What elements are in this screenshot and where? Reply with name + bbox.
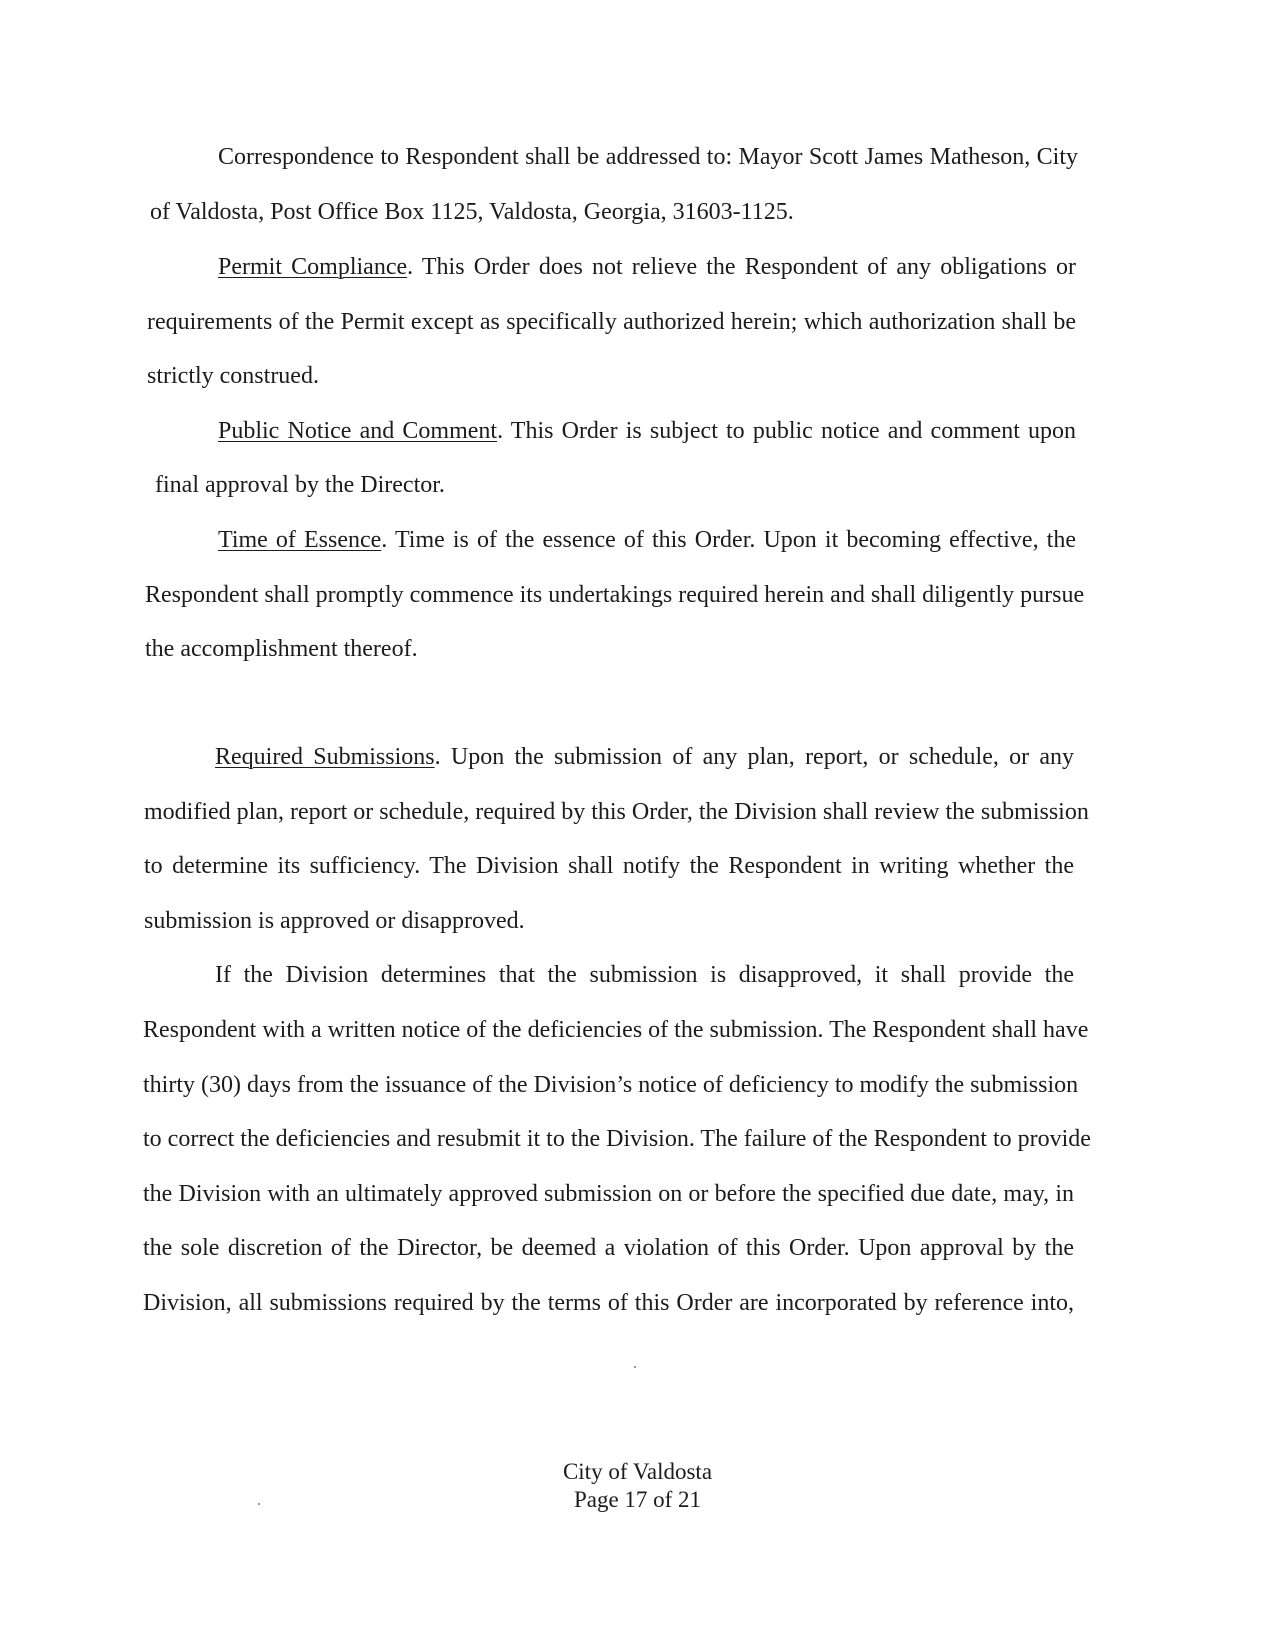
permit-compliance-line-2: requirements of the Permit except as specifically authorized herein; which authorization shall be <box>147 309 1076 335</box>
public-notice-text: . This Order is subject to public notice and comment upon <box>497 418 1077 444</box>
time-of-essence-line-2: Respondent shall promptly commence its undertakings required herein and shall diligently pursue <box>145 582 1085 608</box>
disapproval-line-7: Division, all submissions required by the terms of this Order are incorporated by reference into, <box>143 1290 1074 1316</box>
permit-compliance-line-3: strictly construed. <box>147 363 319 389</box>
disapproval-line-5: the Division with an ultimately approved submission on or before the specified due date, may, in <box>143 1181 1074 1207</box>
disapproval-line-2: Respondent with a written notice of the deficiencies of the submission. The Respondent shall have <box>143 1017 1089 1043</box>
footer-entity: City of Valdosta <box>562 1459 713 1484</box>
required-submissions-line-1 <box>215 742 1074 772</box>
scan-speck <box>634 1366 636 1368</box>
required-submissions-heading: Required Submissions <box>215 744 435 770</box>
disapproval-line-3: thirty (30) days from the issuance of the Division’s notice of deficiency to modify the submission <box>143 1072 1079 1098</box>
permit-compliance-text: . This Order does not relieve the Respondent of any obligations or <box>407 254 1077 280</box>
correspondence-line-1: Correspondence to Respondent shall be addressed to: Mayor Scott James Matheson, City <box>218 144 1078 170</box>
required-submissions-line-4: submission is approved or disapproved. <box>144 908 525 934</box>
time-of-essence-text: . Time is of the essence of this Order. Upon it becoming effective, the <box>381 527 1077 553</box>
permit-compliance-heading: Permit Compliance <box>218 254 408 280</box>
public-notice-line-1 <box>218 416 1076 446</box>
correspondence-line-2: of Valdosta, Post Office Box 1125, Valdosta, Georgia, 31603-1125. <box>150 199 794 225</box>
required-submissions-line-3: to determine its sufficiency. The Division shall notify the Respondent in writing whether the <box>144 853 1074 879</box>
time-of-essence-line-1 <box>218 525 1076 555</box>
time-of-essence-heading: Time of Essence <box>218 527 382 553</box>
disapproval-line-1: If the Division determines that the submission is disapproved, it shall provide the <box>215 962 1074 988</box>
public-notice-heading: Public Notice and Comment <box>218 418 498 444</box>
public-notice-line-2: final approval by the Director. <box>155 472 445 498</box>
required-submissions-line-2: modified plan, report or schedule, required by this Order, the Division shall review the submission <box>144 799 1089 825</box>
permit-compliance-line-1 <box>218 252 1076 282</box>
footer-page-number: Page 17 of 21 <box>573 1487 702 1512</box>
required-submissions-text: . Upon the submission of any plan, report, or schedule, or any <box>434 744 1075 770</box>
time-of-essence-line-3: the accomplishment thereof. <box>145 636 418 662</box>
disapproval-line-6: the sole discretion of the Director, be deemed a violation of this Order. Upon approval by the <box>143 1235 1074 1261</box>
disapproval-line-4: to correct the deficiencies and resubmit it to the Division. The failure of the Respondent to provide <box>143 1126 1091 1152</box>
